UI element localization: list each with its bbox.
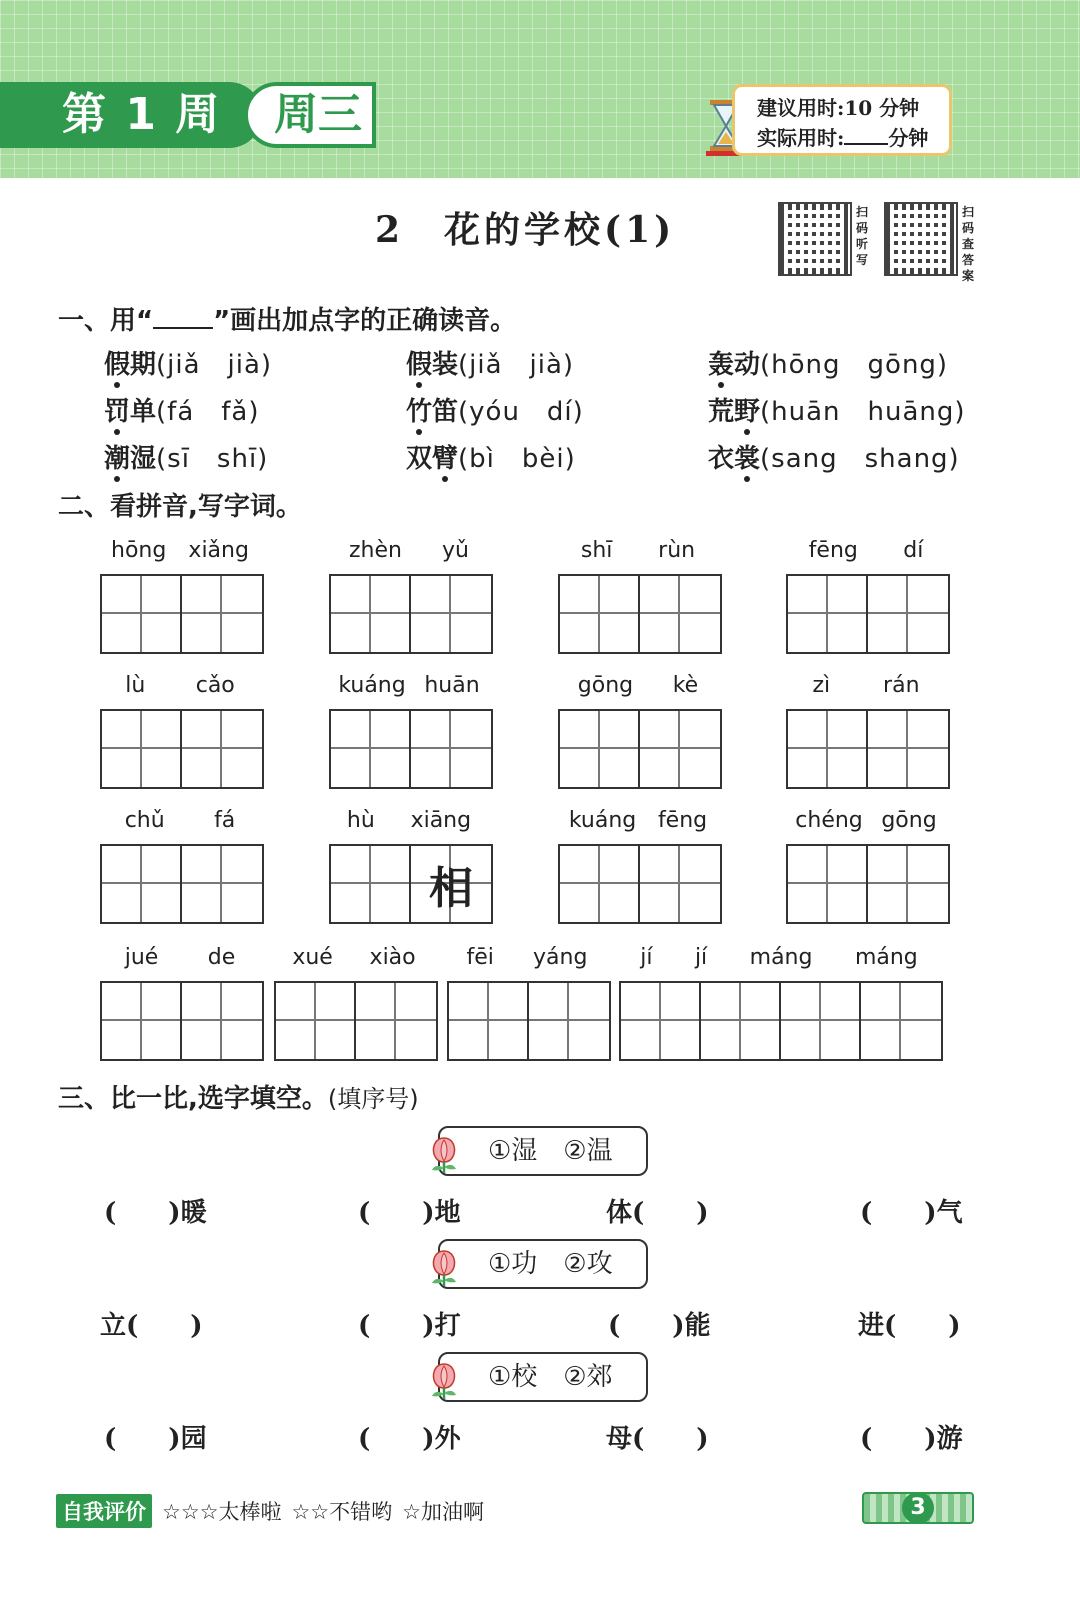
- self-evaluation: [56, 1494, 484, 1528]
- grid-cell[interactable]: [331, 576, 411, 652]
- grid-cell[interactable]: [331, 711, 411, 787]
- fill-blank[interactable]: 立( ): [100, 1311, 203, 1341]
- pinyin: xué: [292, 945, 333, 970]
- pinyin-row: [786, 673, 946, 698]
- reading-item[interactable]: [708, 391, 966, 428]
- pinyin: jué: [124, 945, 159, 970]
- section1-title: 一、用“ ”画出加点字的正确读音。: [58, 306, 517, 336]
- grid-cell[interactable]: [182, 711, 262, 787]
- pinyin: zì: [812, 673, 831, 698]
- page-number-box: [862, 1492, 974, 1524]
- grid-cell[interactable]: [701, 983, 781, 1059]
- reading-item[interactable]: [104, 438, 268, 475]
- grid-cell[interactable]: [560, 711, 640, 787]
- lesson-title: 2 花的学校(1): [375, 209, 676, 251]
- writing-grid[interactable]: [329, 844, 493, 924]
- fill-blank[interactable]: ( )游: [860, 1424, 963, 1454]
- writing-grid[interactable]: [100, 981, 264, 1061]
- pinyin-row: [558, 808, 718, 833]
- emphasis-dot: [114, 476, 120, 482]
- grid-cell[interactable]: [102, 983, 182, 1059]
- grid-cell[interactable]: [861, 983, 941, 1059]
- fill-blank[interactable]: ( )气: [860, 1198, 963, 1228]
- grid-cell[interactable]: [182, 846, 262, 922]
- writing-grid[interactable]: [558, 844, 722, 924]
- pinyin: xiǎng: [188, 538, 249, 563]
- pinyin-options: (sang shang): [760, 444, 960, 474]
- writing-grid[interactable]: [558, 574, 722, 654]
- pinyin: yáng: [533, 945, 588, 970]
- pinyin: fēng: [657, 808, 708, 833]
- page-number: 3: [902, 1492, 934, 1524]
- fill-blank[interactable]: ( )能: [608, 1311, 711, 1341]
- grid-cell[interactable]: [868, 711, 948, 787]
- word: 假装: [406, 350, 459, 380]
- pinyin-row: [558, 673, 718, 698]
- fill-blank[interactable]: ( )地: [358, 1198, 461, 1228]
- qr-label-dictation: 扫码听写: [856, 205, 869, 267]
- writing-grid[interactable]: [329, 709, 493, 789]
- suggested-time: 建议用时:10 分钟: [757, 96, 920, 120]
- fill-blank[interactable]: 母( ): [606, 1424, 709, 1454]
- reading-item[interactable]: [406, 391, 584, 428]
- grid-cell[interactable]: [182, 576, 262, 652]
- pinyin: fá: [214, 808, 236, 833]
- pinyin-row: [100, 673, 260, 698]
- emphasis-dot: [744, 476, 750, 482]
- pinyin: fēng: [808, 538, 858, 563]
- rating-try-harder[interactable]: ☆加油啊: [402, 1500, 484, 1524]
- word: 罚单: [104, 397, 157, 427]
- grid-cell[interactable]: [411, 846, 491, 922]
- writing-grid[interactable]: [100, 844, 264, 924]
- writing-grid[interactable]: [329, 574, 493, 654]
- pinyin-options: (huān huāng): [760, 397, 966, 427]
- choice-options: [438, 1239, 648, 1289]
- given-character: 相: [429, 863, 473, 914]
- writing-grid[interactable]: [786, 844, 950, 924]
- options-text: ①湿 ②温: [488, 1136, 613, 1166]
- pinyin-row: [329, 538, 489, 563]
- reading-item[interactable]: [104, 344, 272, 381]
- pinyin-row: [786, 808, 946, 833]
- grid-cell[interactable]: [102, 846, 182, 922]
- pinyin: hōng: [111, 538, 167, 563]
- rating-excellent[interactable]: ☆☆☆太棒啦: [162, 1500, 282, 1524]
- emphasis-dot: [442, 476, 448, 482]
- fill-blank[interactable]: 体( ): [606, 1198, 709, 1228]
- pinyin-row: [329, 808, 489, 833]
- grid-cell[interactable]: [560, 576, 640, 652]
- choice-options: [438, 1126, 648, 1176]
- pinyin: chǔ: [124, 808, 165, 833]
- options-text: ①功 ②攻: [488, 1249, 613, 1279]
- fill-blank[interactable]: ( )园: [104, 1424, 207, 1454]
- reading-item[interactable]: [406, 344, 574, 381]
- pinyin: kè: [672, 673, 699, 698]
- grid-cell[interactable]: [449, 983, 529, 1059]
- pinyin-row: [619, 945, 939, 970]
- grid-cell[interactable]: [102, 576, 182, 652]
- word: 潮湿: [104, 444, 157, 474]
- pinyin: xiào: [369, 945, 416, 970]
- word: 双臂: [406, 444, 459, 474]
- pinyin: hù: [346, 808, 375, 833]
- fill-blank[interactable]: ( )打: [358, 1311, 461, 1341]
- section3-title: 三、比一比,选字填空。(填序号): [58, 1084, 419, 1114]
- grid-cell[interactable]: [331, 846, 411, 922]
- pinyin: de: [207, 945, 236, 970]
- pinyin-options: (yóu dí): [458, 397, 584, 427]
- grid-cell[interactable]: [781, 983, 861, 1059]
- pinyin: rán: [883, 673, 920, 698]
- pinyin: cǎo: [195, 673, 235, 698]
- pinyin: jí: [640, 945, 653, 970]
- grid-cell[interactable]: [529, 983, 609, 1059]
- reading-item[interactable]: [708, 438, 960, 475]
- grid-cell[interactable]: [640, 711, 720, 787]
- qr-label-answers: 扫码查答案: [962, 205, 975, 283]
- pinyin: zhèn: [349, 538, 402, 563]
- section2-title: 二、看拼音,写字词。: [58, 492, 302, 522]
- pinyin-options: (jiǎ jià): [156, 350, 273, 380]
- pinyin-options: (bì bèi): [458, 444, 576, 474]
- pinyin: huān: [424, 673, 480, 698]
- fill-blank[interactable]: 进( ): [858, 1311, 961, 1341]
- grid-cell[interactable]: [182, 983, 262, 1059]
- rating-good[interactable]: ☆☆不错哟: [291, 1500, 393, 1524]
- grid-cell[interactable]: [788, 846, 868, 922]
- grid-cell[interactable]: [868, 576, 948, 652]
- pinyin-row: [274, 945, 434, 970]
- choice-options: [438, 1352, 648, 1402]
- grid-cell[interactable]: [411, 711, 491, 787]
- pinyin: kuáng: [568, 808, 637, 833]
- pinyin-row: [100, 945, 260, 970]
- pinyin-options: (hōng gōng): [760, 350, 949, 380]
- emphasis-dot: [416, 382, 422, 388]
- reading-item[interactable]: [406, 438, 576, 475]
- pinyin-row: [100, 538, 260, 563]
- emphasis-dot: [718, 382, 724, 388]
- grid-cell[interactable]: [276, 983, 356, 1059]
- pinyin-options: (jiǎ jià): [458, 350, 575, 380]
- grid-cell[interactable]: [788, 711, 868, 787]
- writing-grid[interactable]: [619, 981, 943, 1061]
- week-label: 第 1 周: [0, 82, 262, 148]
- pinyin-options: (sī shī): [156, 444, 269, 474]
- pinyin: yǔ: [442, 538, 469, 563]
- grid-cell[interactable]: [868, 846, 948, 922]
- word: 竹笛: [406, 397, 459, 427]
- pinyin: máng: [749, 945, 813, 970]
- writing-grid[interactable]: [447, 981, 611, 1061]
- pinyin-row: [786, 538, 946, 563]
- pinyin: shī: [580, 538, 613, 563]
- day-label: 周三: [244, 82, 376, 148]
- writing-grid[interactable]: [786, 574, 950, 654]
- grid-cell[interactable]: [621, 983, 701, 1059]
- word: 衣裳: [708, 444, 761, 474]
- pinyin: xiāng: [410, 808, 472, 833]
- grid-cell[interactable]: [102, 711, 182, 787]
- time-box: [732, 84, 952, 156]
- grid-cell[interactable]: [560, 846, 640, 922]
- pinyin-row: [100, 808, 260, 833]
- flower-icon: [426, 1247, 462, 1287]
- emphasis-dot: [416, 429, 422, 435]
- pinyin: kuáng: [338, 673, 406, 698]
- pinyin: chéng: [795, 808, 863, 833]
- pinyin-options: (fá fǎ): [156, 397, 260, 427]
- grid-cell[interactable]: [788, 576, 868, 652]
- fill-blank[interactable]: ( )外: [358, 1424, 461, 1454]
- pinyin: dí: [903, 538, 924, 563]
- grid-cell[interactable]: [640, 846, 720, 922]
- word: 荒野: [708, 397, 761, 427]
- reading-item[interactable]: [104, 391, 259, 428]
- eval-label: 自我评价: [56, 1494, 152, 1528]
- flower-icon: [426, 1360, 462, 1400]
- pinyin-row: [329, 673, 489, 698]
- qr-code-answers[interactable]: [884, 202, 958, 276]
- actual-time: 实际用时: 分钟: [757, 126, 929, 150]
- emphasis-dot: [114, 429, 120, 435]
- reading-item[interactable]: [708, 344, 948, 381]
- qr-code-dictation[interactable]: [778, 202, 852, 276]
- pinyin: jí: [694, 945, 708, 970]
- pinyin: rùn: [658, 538, 696, 563]
- emphasis-dot: [744, 429, 750, 435]
- emphasis-dot: [114, 382, 120, 388]
- writing-grid[interactable]: [100, 709, 264, 789]
- word: 轰动: [708, 350, 761, 380]
- pinyin: fēi: [466, 945, 494, 970]
- writing-grid[interactable]: [786, 709, 950, 789]
- writing-grid[interactable]: [274, 981, 438, 1061]
- pinyin: lù: [125, 673, 146, 698]
- options-text: ①校 ②郊: [488, 1362, 613, 1392]
- pinyin: gōng: [881, 808, 937, 833]
- pinyin-row: [558, 538, 718, 563]
- word: 假期: [104, 350, 157, 380]
- pinyin: máng: [854, 945, 918, 970]
- writing-grid[interactable]: [558, 709, 722, 789]
- pinyin-row: [447, 945, 607, 970]
- flower-icon: [426, 1134, 462, 1174]
- grid-cell[interactable]: [640, 576, 720, 652]
- page-header: [0, 0, 1080, 178]
- fill-blank[interactable]: ( )暖: [104, 1198, 207, 1228]
- pinyin: gōng: [577, 673, 634, 698]
- writing-grid[interactable]: [100, 574, 264, 654]
- grid-cell[interactable]: [356, 983, 436, 1059]
- grid-cell[interactable]: [411, 576, 491, 652]
